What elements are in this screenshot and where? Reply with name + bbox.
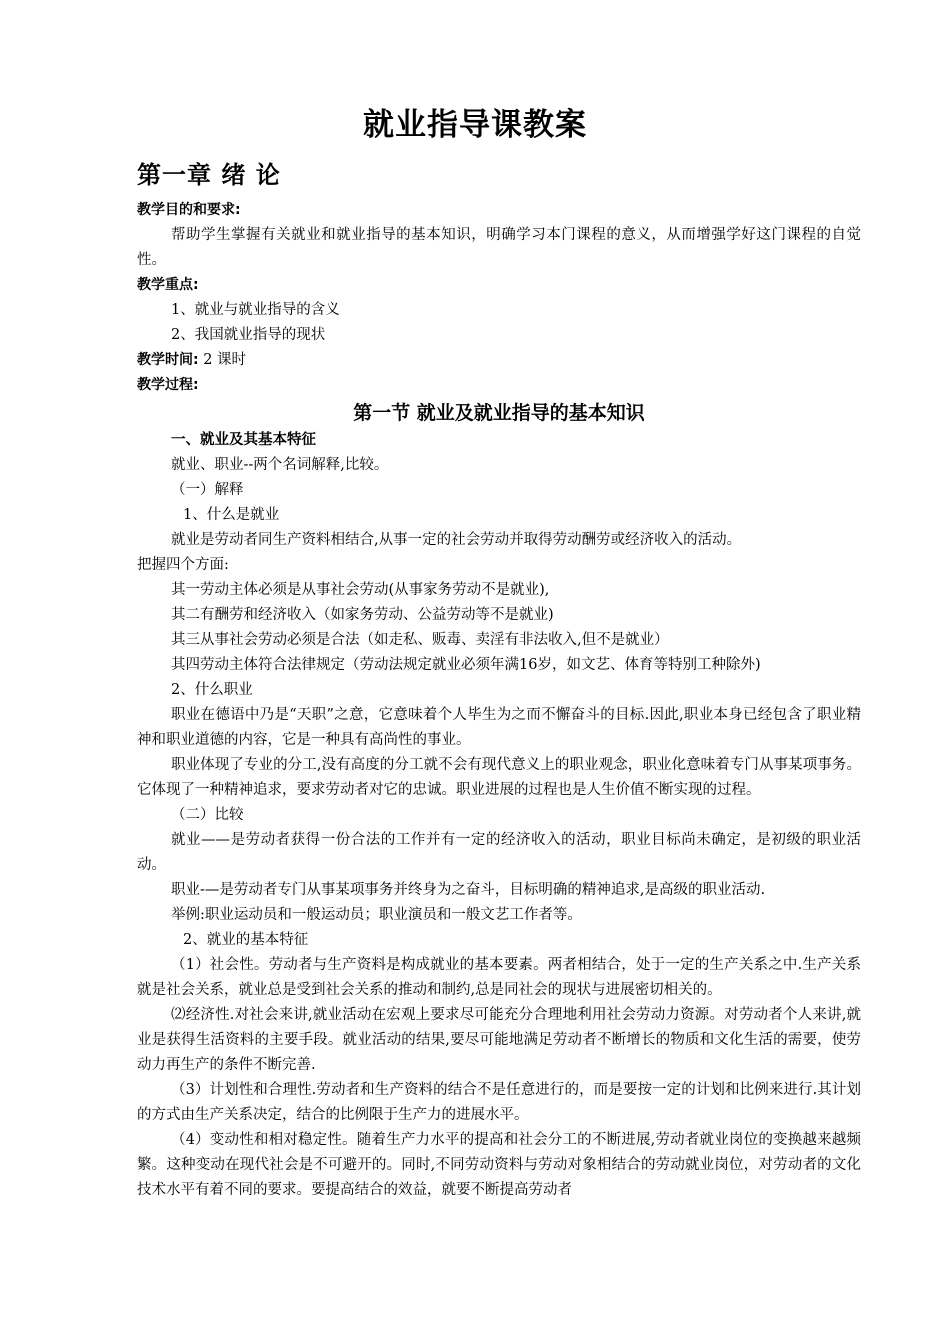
time-line [137, 348, 861, 373]
paragraph: 职业在德语中乃是“天职”之意，它意味着个人毕生为之而不懈奋斗的目标.因此,职业本身已经包含了职业精神和职业道德的内容，它是一种具有高尚性的事业。 [137, 707, 861, 748]
paragraph: 把握四个方面: [137, 557, 229, 573]
time-label: 教学时间: [137, 352, 199, 368]
key-point-item: 1、就业与就业指导的含义 [171, 302, 340, 318]
paragraph: 就业——是劳动者获得一份合法的工作并有一定的经济收入的活动，职业目标尚未确定，是初级的职业活动。 [137, 832, 861, 873]
chapter-heading: 第一章 绪 论 [137, 161, 281, 189]
paragraph: 职业体现了专业的分工,没有高度的分工就不会有现代意义上的职业观念，职业化意味着专门从事某项事务。它体现了一种精神追求，要求劳动者对它的忠诚。职业进展的过程也是人生价值不断实现的过程。 [137, 757, 861, 798]
subsection-heading: 一、就业及其基本特征 [171, 432, 316, 448]
process-label: 教学过程: [137, 377, 199, 393]
paragraph: （1）社会性。劳动者与生产资料是构成就业的基本要素。两者相结合，处于一定的生产关系之中.生产关系就是社会关系，就业总是受到社会关系的推动和制约,总是同社会的现状与进展密切相关的。 [137, 957, 861, 998]
paragraph: 就业、职业--两个名词解释,比较。 [171, 457, 389, 473]
aspect-item: 其三从事社会劳动必须是合法（如走私、贩毒、卖淫有非法收入,但不是就业） [171, 632, 669, 648]
item-heading: 2、什么职业 [171, 682, 253, 698]
document-body [137, 198, 861, 1203]
aspect-item: 其四劳动主体符合法律规定（劳动法规定就业必须年满16岁，如文艺、体育等特别工种除外) [171, 657, 761, 673]
document-title: 就业指导课教案 [363, 107, 587, 143]
aspect-item: 其一劳动主体必须是从事社会劳动(从事家务劳动不是就业), [171, 582, 550, 598]
item-heading: 1、什么是就业 [183, 507, 280, 523]
key-points-label: 教学重点: [137, 277, 199, 293]
part-heading: （二）比较 [171, 807, 244, 823]
part-heading: （一）解释 [171, 482, 244, 498]
time-value: 2 课时 [198, 352, 247, 368]
paragraph: 职业-—是劳动者专门从事某项事务并终身为之奋斗，目标明确的精神追求,是高级的职业活动. [171, 882, 766, 898]
paragraph: ⑵经济性.对社会来讲,就业活动在宏观上要求尽可能充分合理地利用社会劳动力资源。对劳动者个人来讲,就业是获得生活资料的主要手段。就业活动的结果,要尽可能地满足劳动者不断增长的物质和文化生活的需要，使劳动力再生产的条件不断完善. [137, 1007, 861, 1073]
paragraph: 举例:职业运动员和一般运动员；职业演员和一般文艺工作者等。 [171, 907, 582, 923]
aspect-item: 其二有酬劳和经济收入（如家务劳动、公益劳动等不是就业) [171, 607, 554, 623]
key-point-item: 2、我国就业指导的现状 [171, 327, 326, 343]
paragraph: 就业是劳动者同生产资料相结合,从事一定的社会劳动并取得劳动酬劳或经济收入的活动。 [171, 532, 742, 548]
objectives-text: 帮助学生掌握有关就业和就业指导的基本知识，明确学习本门课程的意义，从而增强学好这门课程的自觉性。 [137, 227, 861, 268]
paragraph: （4）变动性和相对稳定性。随着生产力水平的提高和社会分工的不断进展,劳动者就业岗位的变换越来越频繁。这种变动在现代社会是不可避开的。同时,不同劳动资料与劳动对象相结合的劳动就业岗位，对劳动者的文化技术水平有着不同的要求。要提高结合的效益，就要不断提高劳动者 [137, 1132, 861, 1198]
item-heading: 2、就业的基本特征 [183, 932, 309, 948]
section-heading: 第一节 就业及就业指导的基本知识 [353, 402, 645, 424]
paragraph: （3）计划性和合理性.劳动者和生产资料的结合不是任意进行的，而是要按一定的计划和比例来进行.其计划的方式由生产关系决定，结合的比例限于生产力的进展水平。 [137, 1082, 861, 1123]
objectives-label: 教学目的和要求: [137, 202, 241, 218]
